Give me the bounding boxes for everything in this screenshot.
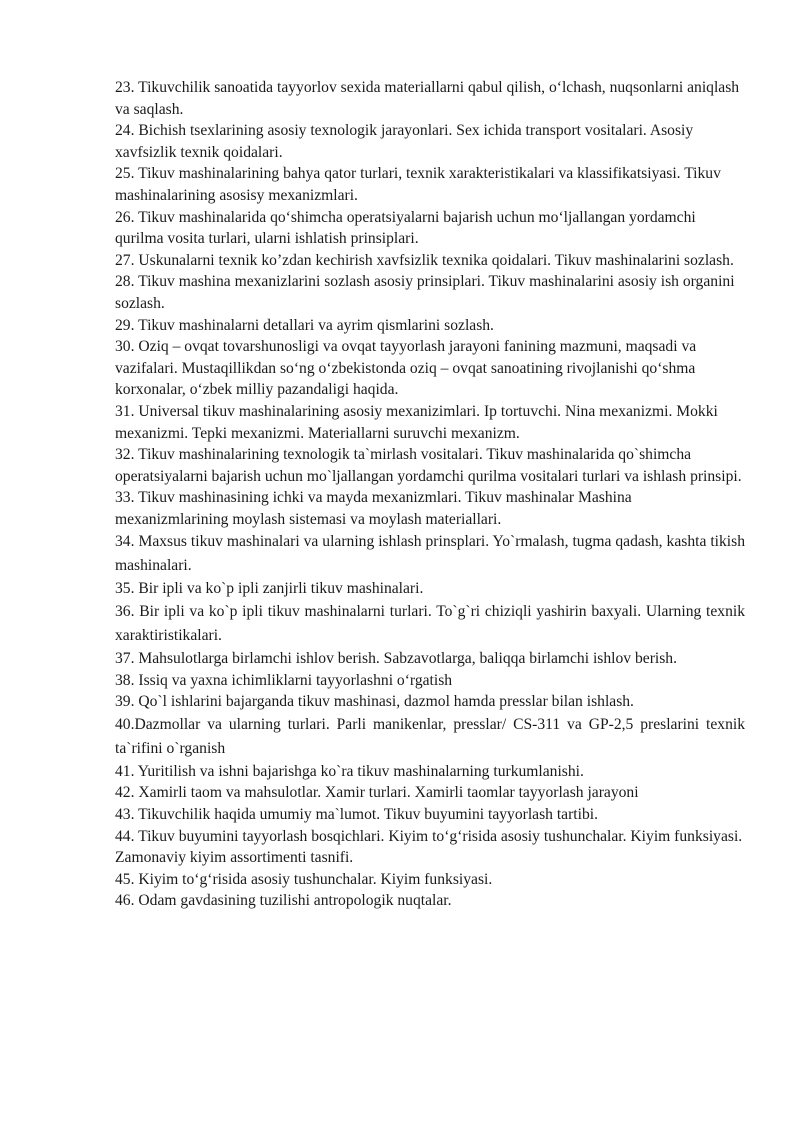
list-item: 42. Xamirli taom va mahsulotlar. Xamir turlari. Xamirli taomlar tayyorlash jarayoni — [115, 784, 639, 802]
list-item: 37. Mahsulotlarga birlamchi ishlov berish. Sabzavotlarga, baliqqa birlamchi ishlov berish. — [115, 650, 677, 668]
list-item: 23. Tikuvchilik sanoatida tayyorlov sexida materiallarni qabul qilish, o‘lchash, nuqsonlarni aniqlash va saqlash. — [115, 79, 740, 118]
list-item: 35. Bir ipli va ko`p ipli zanjirli tikuv mashinalari. — [115, 580, 424, 598]
list-item: 25. Tikuv mashinalarining bahya qator turlari, texnik xarakteristikalari va klassifikatsiyasi. Tikuv mashinalarining asosisy mexanizmlari. — [115, 165, 721, 204]
list-item: 28. Tikuv mashina mexanizlarini sozlash asosiy prinsiplari. Tikuv mashinalarini asosiy ish organini sozlash. — [115, 273, 735, 312]
list-item: 31. Universal tikuv mashinalarining asosiy mexanizimlari. Ip tortuvchi. Nina mexanizmi. Mokki mexanizmi. Tepki mexanizmi. Materiallarni suruvchi mexanizm. — [115, 402, 718, 442]
list-item: 27. Uskunalarni texnik ko’zdan kechirish xavfsizlik texnika qoidalari. Tikuv mashinalarini sozlash. — [115, 251, 734, 269]
list-item: 26. Tikuv mashinalarida qo‘shimcha operatsiyalarni bajarish uchun mo‘ljallangan yordamchi qurilma vosita turlari, ularni ishlatish prinsiplari. — [115, 208, 696, 248]
list-item: 43. Tikuvchilik haqida umumiy ma`lumot. Tikuv buyumini tayyorlash tartibi. — [115, 806, 598, 824]
list-item: 44. Tikuv buyumini tayyorlash bosqichlari. Kiyim to‘g‘risida asosiy tushunchalar. Kiyim funksiyasi. Zamonaviy kiyim assortimenti tasnifi. — [115, 827, 743, 867]
list-item: 32. Tikuv mashinalarining texnologik ta`mirlash vositalari. Tikuv mashinalarida qo`shimcha operatsiyalarni bajarish uchun mo`ljallangan yordamchi qurilma vositalari turlari va ishlash prinsipi. — [115, 446, 742, 485]
list-item: 45. Kiyim to‘g‘risida asosiy tushunchalar. Kiyim funksiyasi. — [115, 870, 493, 888]
list-item: 39. Qo`l ishlarini bajarganda tikuv mashinasi, dazmol hamda presslar bilan ishlash. — [115, 693, 634, 711]
list-item: 29. Tikuv mashinalarni detallari va ayrim qismlarini sozlash. — [115, 316, 494, 334]
list-item: 24. Bichish tsexlarining asosiy texnologik jarayonlari. Sex ichida transport vositalari. Asosiy xavfsizlik texnik qoidalari. — [115, 122, 694, 161]
list-item: 40.Dazmollar va ularning turlari. Parli manikenlar, presslar/ CS-311 va GP-2,5 preslarini texnik ta`rifini o`rganish — [115, 715, 745, 757]
list-item: 38. Issiq va yaxna ichimliklarni tayyorlashni o‘rgatish — [115, 671, 453, 689]
document-body — [115, 77, 745, 912]
list-item: 33. Tikuv mashinasining ichki va mayda mexanizmlari. Tikuv mashinalar Mashina mexanizmlarining moylash sistemasi va moylash materiallari. — [115, 489, 632, 528]
list-item: 41. Yuritilish va ishni bajarishga ko`ra tikuv mashinalarning turkumlanishi. — [115, 762, 584, 780]
list-item: 46. Odam gavdasining tuzilishi antropologik nuqtalar. — [115, 892, 452, 910]
list-item: 36. Bir ipli va ko`p ipli tikuv mashinalarni turlari. To`g`ri chiziqli yashirin baxyali. Ularning texnik xaraktiristikalari. — [115, 603, 745, 645]
list-item: 30. Oziq – ovqat tovarshunosligi va ovqat tayyorlash jarayoni fanining mazmuni, maqsadi va vazifalari. Mustaqillikdan so‘ng o‘zbekistonda oziq – ovqat sanoatining rivojlanishi qo‘shma korxonalar, o‘zbek milliy pazandaligi haqida. — [115, 338, 697, 399]
list-item: 34. Maxsus tikuv mashinalari va ularning ishlash prinsplari. Yo`rmalash, tugma qadash, kashta tikish mashinalari. — [115, 533, 745, 575]
